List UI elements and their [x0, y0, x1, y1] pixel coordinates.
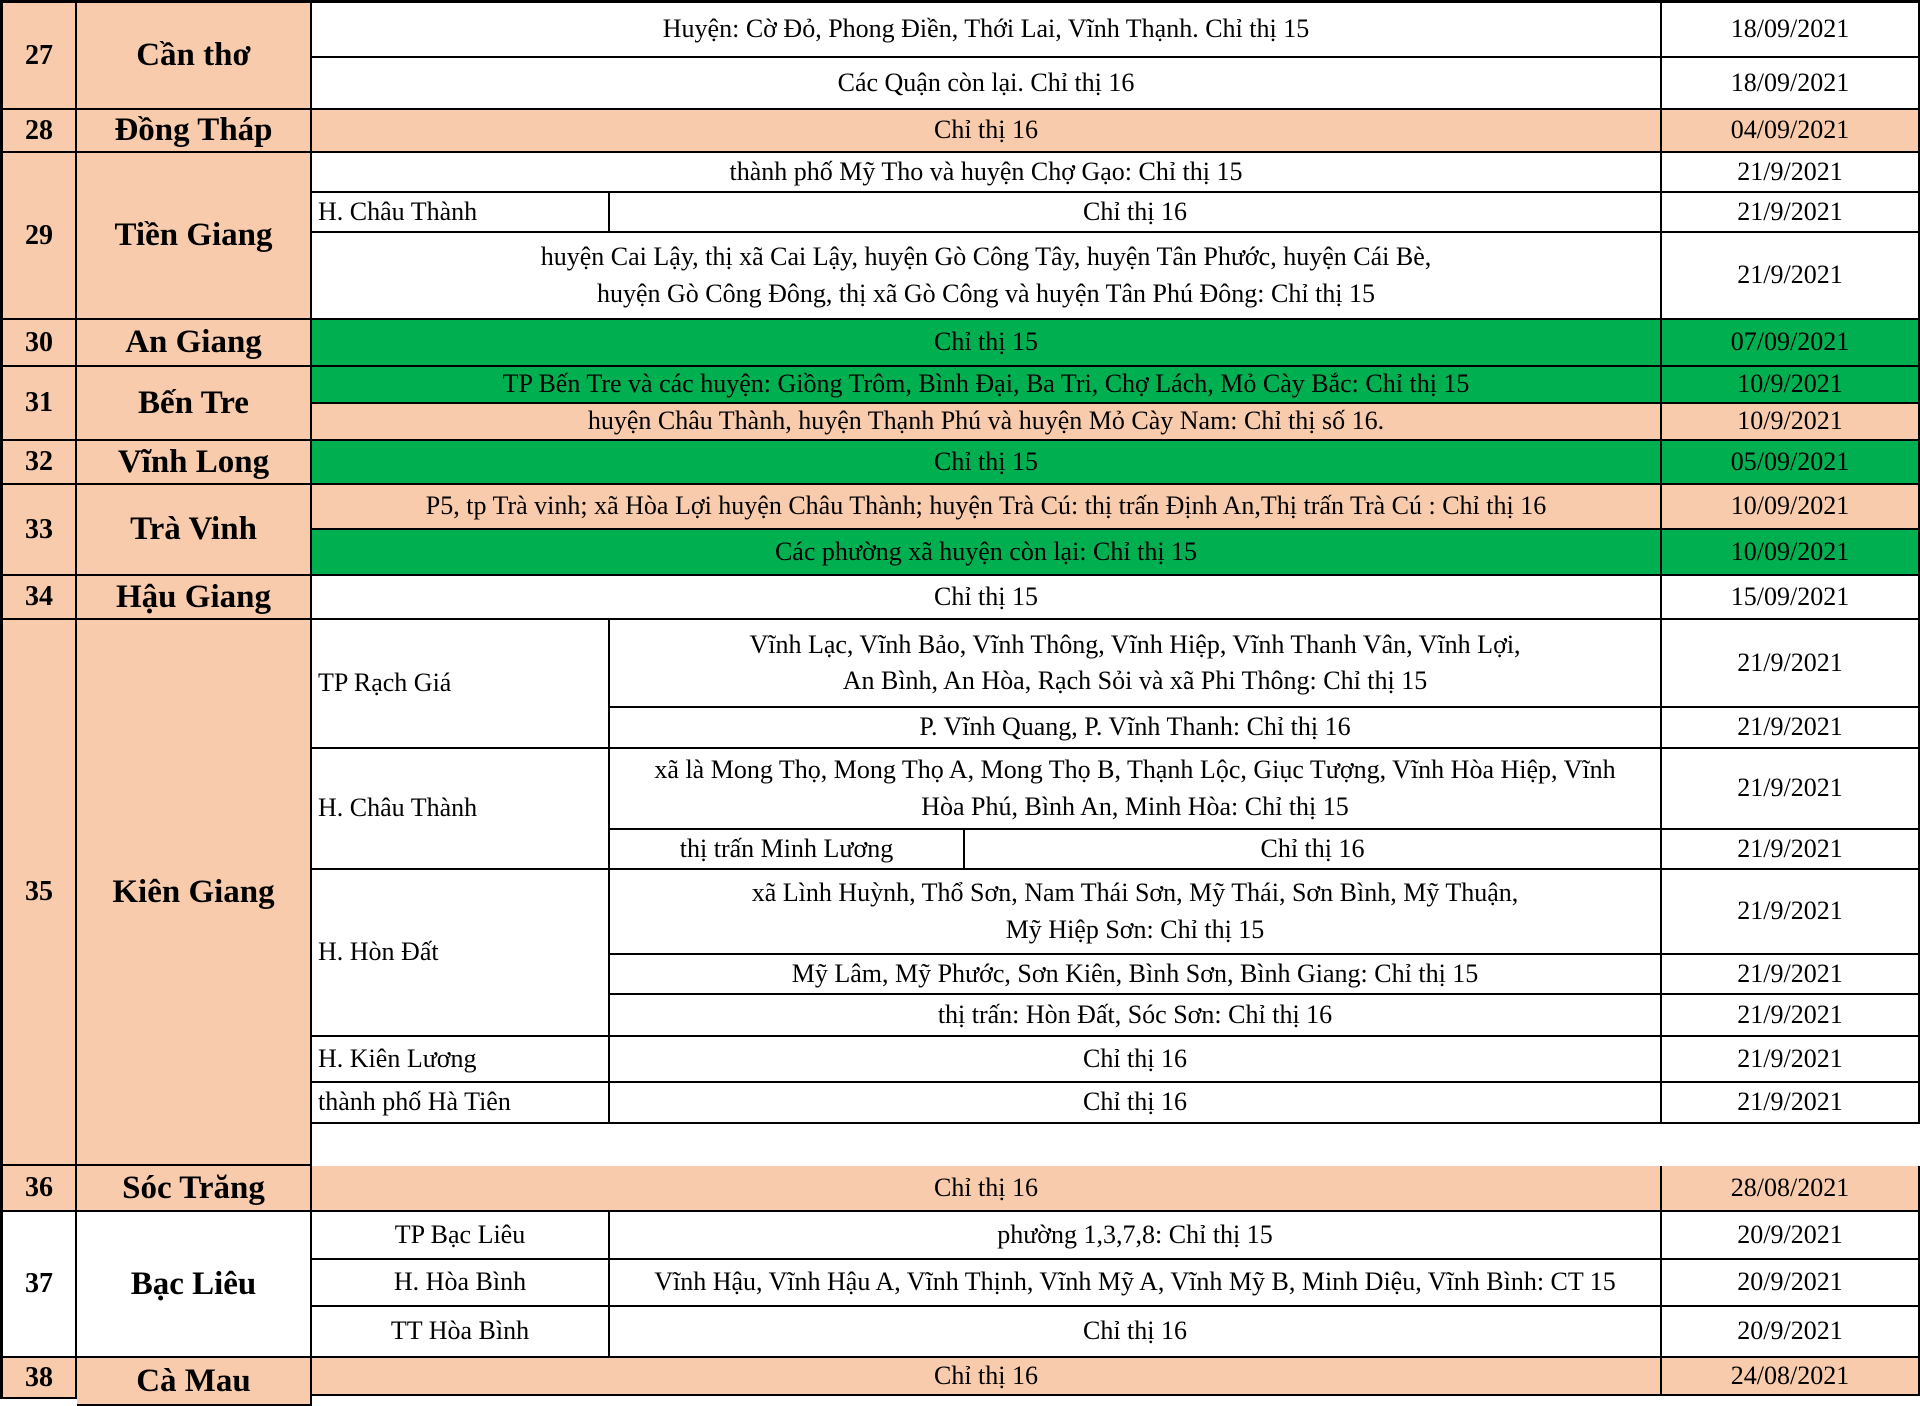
date-cell: 20/9/2021: [1662, 1212, 1920, 1260]
date-cell: 28/08/2021: [1662, 1166, 1920, 1212]
directive-text: huyện Cai Lậy, thị xã Cai Lậy, huyện Gò Công Tây, huyện Tân Phước, huyện Cái Bè, huyện Gò Công Đông, thị xã Gò Công và huyện Tân Phú Đông: Chỉ thị 15: [312, 233, 1662, 320]
stt-cell: 30: [0, 320, 77, 367]
directive-text: thành phố Mỹ Tho và huyện Chợ Gạo: Chỉ thị 15: [312, 153, 1662, 193]
date-cell: 21/9/2021: [1662, 995, 1920, 1037]
province-name: Bến Tre: [77, 367, 312, 441]
date-cell: 21/9/2021: [1662, 1083, 1920, 1124]
directive-text: Chỉ thị 16: [610, 1083, 1662, 1124]
directive-text: Chỉ thị 16: [610, 1037, 1662, 1083]
stt-cell: 33: [0, 485, 77, 576]
area-name: TT Hòa Bình: [312, 1307, 610, 1358]
directive-text: Mỹ Lâm, Mỹ Phước, Sơn Kiên, Bình Sơn, Bình Giang: Chỉ thị 15: [610, 955, 1662, 995]
area-name: TP Rạch Giá: [312, 620, 610, 749]
province-name: Bạc Liêu: [77, 1212, 312, 1358]
province-name: An Giang: [77, 320, 312, 367]
date-cell: 18/09/2021: [1662, 58, 1920, 110]
directive-text: Chỉ thị 16: [312, 1166, 1662, 1212]
province-name: Đồng Tháp: [77, 110, 312, 153]
date-cell: 21/9/2021: [1662, 193, 1920, 233]
directive-text: Các phường xã huyện còn lại: Chỉ thị 15: [312, 530, 1662, 576]
area-name: H. Châu Thành: [312, 193, 610, 233]
stt-cell: 27: [0, 0, 77, 110]
directive-text: phường 1,3,7,8: Chỉ thị 15: [610, 1212, 1662, 1260]
directive-text: xã là Mong Thọ, Mong Thọ A, Mong Thọ B, Thạnh Lộc, Giục Tượng, Vĩnh Hòa Hiệp, Vĩnh Hòa Phú, Bình An, Minh Hòa: Chỉ thị 15: [610, 749, 1662, 830]
stt-cell: 37: [0, 1212, 77, 1358]
directive-text: Chỉ thị 15: [312, 441, 1662, 485]
stt-cell: 31: [0, 367, 77, 441]
date-cell: 21/9/2021: [1662, 153, 1920, 193]
date-cell: 21/9/2021: [1662, 749, 1920, 830]
date-cell: 21/9/2021: [1662, 620, 1920, 708]
sub-area-name: thị trấn Minh Lương: [610, 830, 965, 870]
stt-cell: 32: [0, 441, 77, 485]
stt-cell: 35: [0, 620, 77, 1166]
date-cell: 10/9/2021: [1662, 404, 1920, 441]
directive-text: Chỉ thị 15: [312, 320, 1662, 367]
date-cell: 15/09/2021: [1662, 576, 1920, 620]
date-cell: 21/9/2021: [1662, 830, 1920, 870]
date-cell: 21/9/2021: [1662, 870, 1920, 955]
directive-text: xã Lình Huỳnh, Thổ Sơn, Nam Thái Sơn, Mỹ Thái, Sơn Bình, Mỹ Thuận, Mỹ Hiệp Sơn: Chỉ thị 15: [610, 870, 1662, 955]
date-cell: 18/09/2021: [1662, 0, 1920, 58]
province-name: Vĩnh Long: [77, 441, 312, 485]
directive-text: Chỉ thị 16: [610, 1307, 1662, 1358]
province-name: Hậu Giang: [77, 576, 312, 620]
area-name: thành phố Hà Tiên: [312, 1083, 610, 1124]
province-name: Tiền Giang: [77, 153, 312, 320]
date-cell: 20/9/2021: [1662, 1260, 1920, 1307]
date-cell: 05/09/2021: [1662, 441, 1920, 485]
date-cell: 20/9/2021: [1662, 1307, 1920, 1358]
directive-text: Huyện: Cờ Đỏ, Phong Điền, Thới Lai, Vĩnh Thạnh. Chỉ thị 15: [312, 0, 1662, 58]
date-cell: 24/08/2021: [1662, 1358, 1920, 1396]
date-cell: 10/09/2021: [1662, 485, 1920, 530]
directive-text: Vĩnh Hậu, Vĩnh Hậu A, Vĩnh Thịnh, Vĩnh Mỹ A, Vĩnh Mỹ B, Minh Diệu, Vĩnh Bình: CT 15: [610, 1260, 1662, 1307]
directive-text: huyện Châu Thành, huyện Thạnh Phú và huyện Mỏ Cày Nam: Chỉ thị số 16.: [312, 404, 1662, 441]
directive-text: Chỉ thị 16: [965, 830, 1662, 870]
directive-text: P. Vĩnh Quang, P. Vĩnh Thanh: Chỉ thị 16: [610, 708, 1662, 749]
directive-text: Chỉ thị 16: [312, 1358, 1662, 1396]
area-name: H. Hòa Bình: [312, 1260, 610, 1307]
stt-cell: 38: [0, 1358, 77, 1399]
province-name: Trà Vinh: [77, 485, 312, 576]
date-cell: 10/9/2021: [1662, 367, 1920, 404]
directive-text: Chỉ thị 16: [312, 110, 1662, 153]
date-cell: 04/09/2021: [1662, 110, 1920, 153]
directive-text: Chỉ thị 15: [312, 576, 1662, 620]
province-name: Cà Mau: [77, 1358, 312, 1406]
stt-cell: 34: [0, 576, 77, 620]
area-name: H. Châu Thành: [312, 749, 610, 870]
directive-text: TP Bến Tre và các huyện: Giồng Trôm, Bình Đại, Ba Tri, Chợ Lách, Mỏ Cày Bắc: Chỉ thị 15: [312, 367, 1662, 404]
province-name: Sóc Trăng: [77, 1166, 312, 1212]
province-name: Cần thơ: [77, 0, 312, 110]
area-name: H. Hòn Đất: [312, 870, 610, 1037]
directive-text: P5, tp Trà vinh; xã Hòa Lợi huyện Châu Thành; huyện Trà Cú: thị trấn Định An,Thị trấn Trà Cú : Chỉ thị 16: [312, 485, 1662, 530]
stt-cell: 28: [0, 110, 77, 153]
directive-text: thị trấn: Hòn Đất, Sóc Sơn: Chỉ thị 16: [610, 995, 1662, 1037]
stt-cell: 36: [0, 1166, 77, 1212]
date-cell: 21/9/2021: [1662, 955, 1920, 995]
area-name: H. Kiên Lương: [312, 1037, 610, 1083]
province-name: Kiên Giang: [77, 620, 312, 1166]
date-cell: 21/9/2021: [1662, 708, 1920, 749]
directive-text: Chỉ thị 16: [610, 193, 1662, 233]
directive-text: Các Quận còn lại. Chỉ thị 16: [312, 58, 1662, 110]
date-cell: 07/09/2021: [1662, 320, 1920, 367]
date-cell: 10/09/2021: [1662, 530, 1920, 576]
date-cell: 21/9/2021: [1662, 1037, 1920, 1083]
date-cell: 21/9/2021: [1662, 233, 1920, 320]
area-name: TP Bạc Liêu: [312, 1212, 610, 1260]
stt-cell: 29: [0, 153, 77, 320]
directive-text: Vĩnh Lạc, Vĩnh Bảo, Vĩnh Thông, Vĩnh Hiệp, Vĩnh Thanh Vân, Vĩnh Lợi, An Bình, An Hòa, Rạch Sỏi và xã Phi Thông: Chỉ thị 15: [610, 620, 1662, 708]
